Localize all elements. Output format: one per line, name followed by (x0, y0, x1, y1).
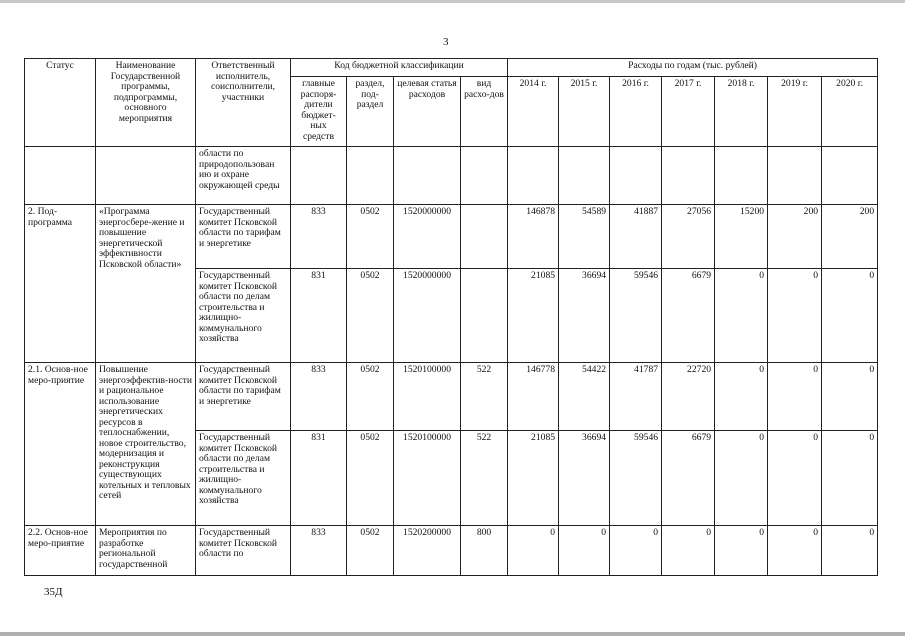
expense-value: 54422 (559, 363, 610, 431)
grbs-code: 833 (291, 363, 347, 431)
expense-value: 0 (768, 431, 822, 526)
page-number: 3 (443, 36, 449, 48)
expense-value: 0 (768, 526, 822, 576)
header-year: 2014 г. (508, 77, 559, 147)
responsible-executor: Государственный комитет Псковской области по делам строительства и жилищно-коммунального хозяйства (196, 431, 291, 526)
expense-type-code: 522 (461, 431, 508, 526)
table-row (25, 363, 878, 431)
budget-table (24, 58, 878, 576)
scan-edge-top (0, 0, 905, 3)
section-name: «Программа энергосбере-жение и повышение энергетической эффективности Псковской области» (96, 205, 196, 363)
expense-value: 21085 (508, 431, 559, 526)
section-status: 2.1. Основ-ное меро-приятие (25, 363, 96, 526)
table-cell (768, 147, 822, 205)
expense-value: 41787 (610, 363, 662, 431)
header-year: 2020 г. (822, 77, 878, 147)
scan-edge-bottom (0, 632, 905, 636)
section-code: 0502 (347, 431, 394, 526)
table-cell (822, 147, 878, 205)
expense-value: 41887 (610, 205, 662, 269)
table-row (25, 526, 878, 576)
expense-value: 54589 (559, 205, 610, 269)
section-code: 0502 (347, 526, 394, 576)
header-name: Наименование Государственной программы, подпрограммы, основного мероприятия (96, 59, 196, 147)
expense-value: 59546 (610, 269, 662, 363)
expense-value: 200 (822, 205, 878, 269)
expense-value: 0 (768, 363, 822, 431)
header-year: 2018 г. (715, 77, 768, 147)
section-code: 0502 (347, 269, 394, 363)
header-row-1 (25, 59, 878, 77)
section-code: 0502 (347, 363, 394, 431)
section-name: Повышение энергоэффектив-ности и рациональное использование энергетических ресурсов в теплоснабжении, новое строительство, модернизация и реконструкция существующих котельных и тепловых сетей (96, 363, 196, 526)
expense-value: 0 (715, 526, 768, 576)
header-section: раздел, под-раздел (347, 77, 394, 147)
table-cell (394, 147, 461, 205)
target-article-code: 1520000000 (394, 205, 461, 269)
table-row (25, 205, 878, 269)
expense-value: 15200 (715, 205, 768, 269)
expense-value: 27056 (662, 205, 715, 269)
table-cell (291, 147, 347, 205)
expense-value: 200 (768, 205, 822, 269)
grbs-code: 833 (291, 526, 347, 576)
expense-value: 36694 (559, 431, 610, 526)
header-year: 2017 г. (662, 77, 715, 147)
expense-value: 0 (559, 526, 610, 576)
responsible-executor: Государственный комитет Псковской области по (196, 526, 291, 576)
header-expenses: Расходы по годам (тыс. рублей) (508, 59, 878, 77)
table-cell (715, 147, 768, 205)
expense-value: 0 (822, 363, 878, 431)
table-cell (662, 147, 715, 205)
table-cell (610, 147, 662, 205)
responsible-executor: Государственный комитет Псковской области по тарифам и энергетике (196, 363, 291, 431)
expense-value: 0 (715, 269, 768, 363)
expense-value: 22720 (662, 363, 715, 431)
header-target: целевая статья расходов (394, 77, 461, 147)
header-year: 2019 г. (768, 77, 822, 147)
section-name: Мероприятия по разработке региональной государственной (96, 526, 196, 576)
grbs-code: 831 (291, 431, 347, 526)
expense-value: 0 (822, 269, 878, 363)
expense-value: 146778 (508, 363, 559, 431)
header-status: Статус (25, 59, 96, 147)
expense-value: 6679 (662, 431, 715, 526)
grbs-code: 831 (291, 269, 347, 363)
header-grbs: главные распоря-дители бюджет-ных средств (291, 77, 347, 147)
expense-type-code: 800 (461, 526, 508, 576)
expense-type-code (461, 269, 508, 363)
section-status: 2.2. Основ-ное меро-приятие (25, 526, 96, 576)
header-year: 2016 г. (610, 77, 662, 147)
header-year: 2015 г. (559, 77, 610, 147)
header-budget-code: Код бюджетной классификации (291, 59, 508, 77)
table-cell (508, 147, 559, 205)
expense-value: 21085 (508, 269, 559, 363)
table-cell (96, 147, 196, 205)
expense-value: 0 (822, 526, 878, 576)
section-code: 0502 (347, 205, 394, 269)
expense-value: 0 (768, 269, 822, 363)
expense-value: 0 (662, 526, 715, 576)
expense-value: 0 (610, 526, 662, 576)
header-responsible: Ответственный исполнитель, соисполнители, участники (196, 59, 291, 147)
expense-type-code (461, 205, 508, 269)
header-type: вид расхо-дов (461, 77, 508, 147)
continuation-responsible: области по природопользован ию и охране окружающей среды (196, 147, 291, 205)
expense-value: 36694 (559, 269, 610, 363)
responsible-executor: Государственный комитет Псковской области по тарифам и энергетике (196, 205, 291, 269)
grbs-code: 833 (291, 205, 347, 269)
expense-type-code: 522 (461, 363, 508, 431)
expense-value: 0 (508, 526, 559, 576)
expense-value: 0 (715, 363, 768, 431)
table-cell (25, 147, 96, 205)
table-cell (559, 147, 610, 205)
expense-value: 6679 (662, 269, 715, 363)
target-article-code: 1520200000 (394, 526, 461, 576)
target-article-code: 1520100000 (394, 431, 461, 526)
table-cell (347, 147, 394, 205)
target-article-code: 1520100000 (394, 363, 461, 431)
responsible-executor: Государственный комитет Псковской области по делам строительства и жилищно-коммунального хозяйства (196, 269, 291, 363)
section-status: 2. Под-программа (25, 205, 96, 363)
target-article-code: 1520000000 (394, 269, 461, 363)
footer-code: 35Д (44, 586, 63, 598)
expense-value: 0 (822, 431, 878, 526)
expense-value: 59546 (610, 431, 662, 526)
table-cell (461, 147, 508, 205)
continuation-row (25, 147, 878, 205)
expense-value: 0 (715, 431, 768, 526)
expense-value: 146878 (508, 205, 559, 269)
